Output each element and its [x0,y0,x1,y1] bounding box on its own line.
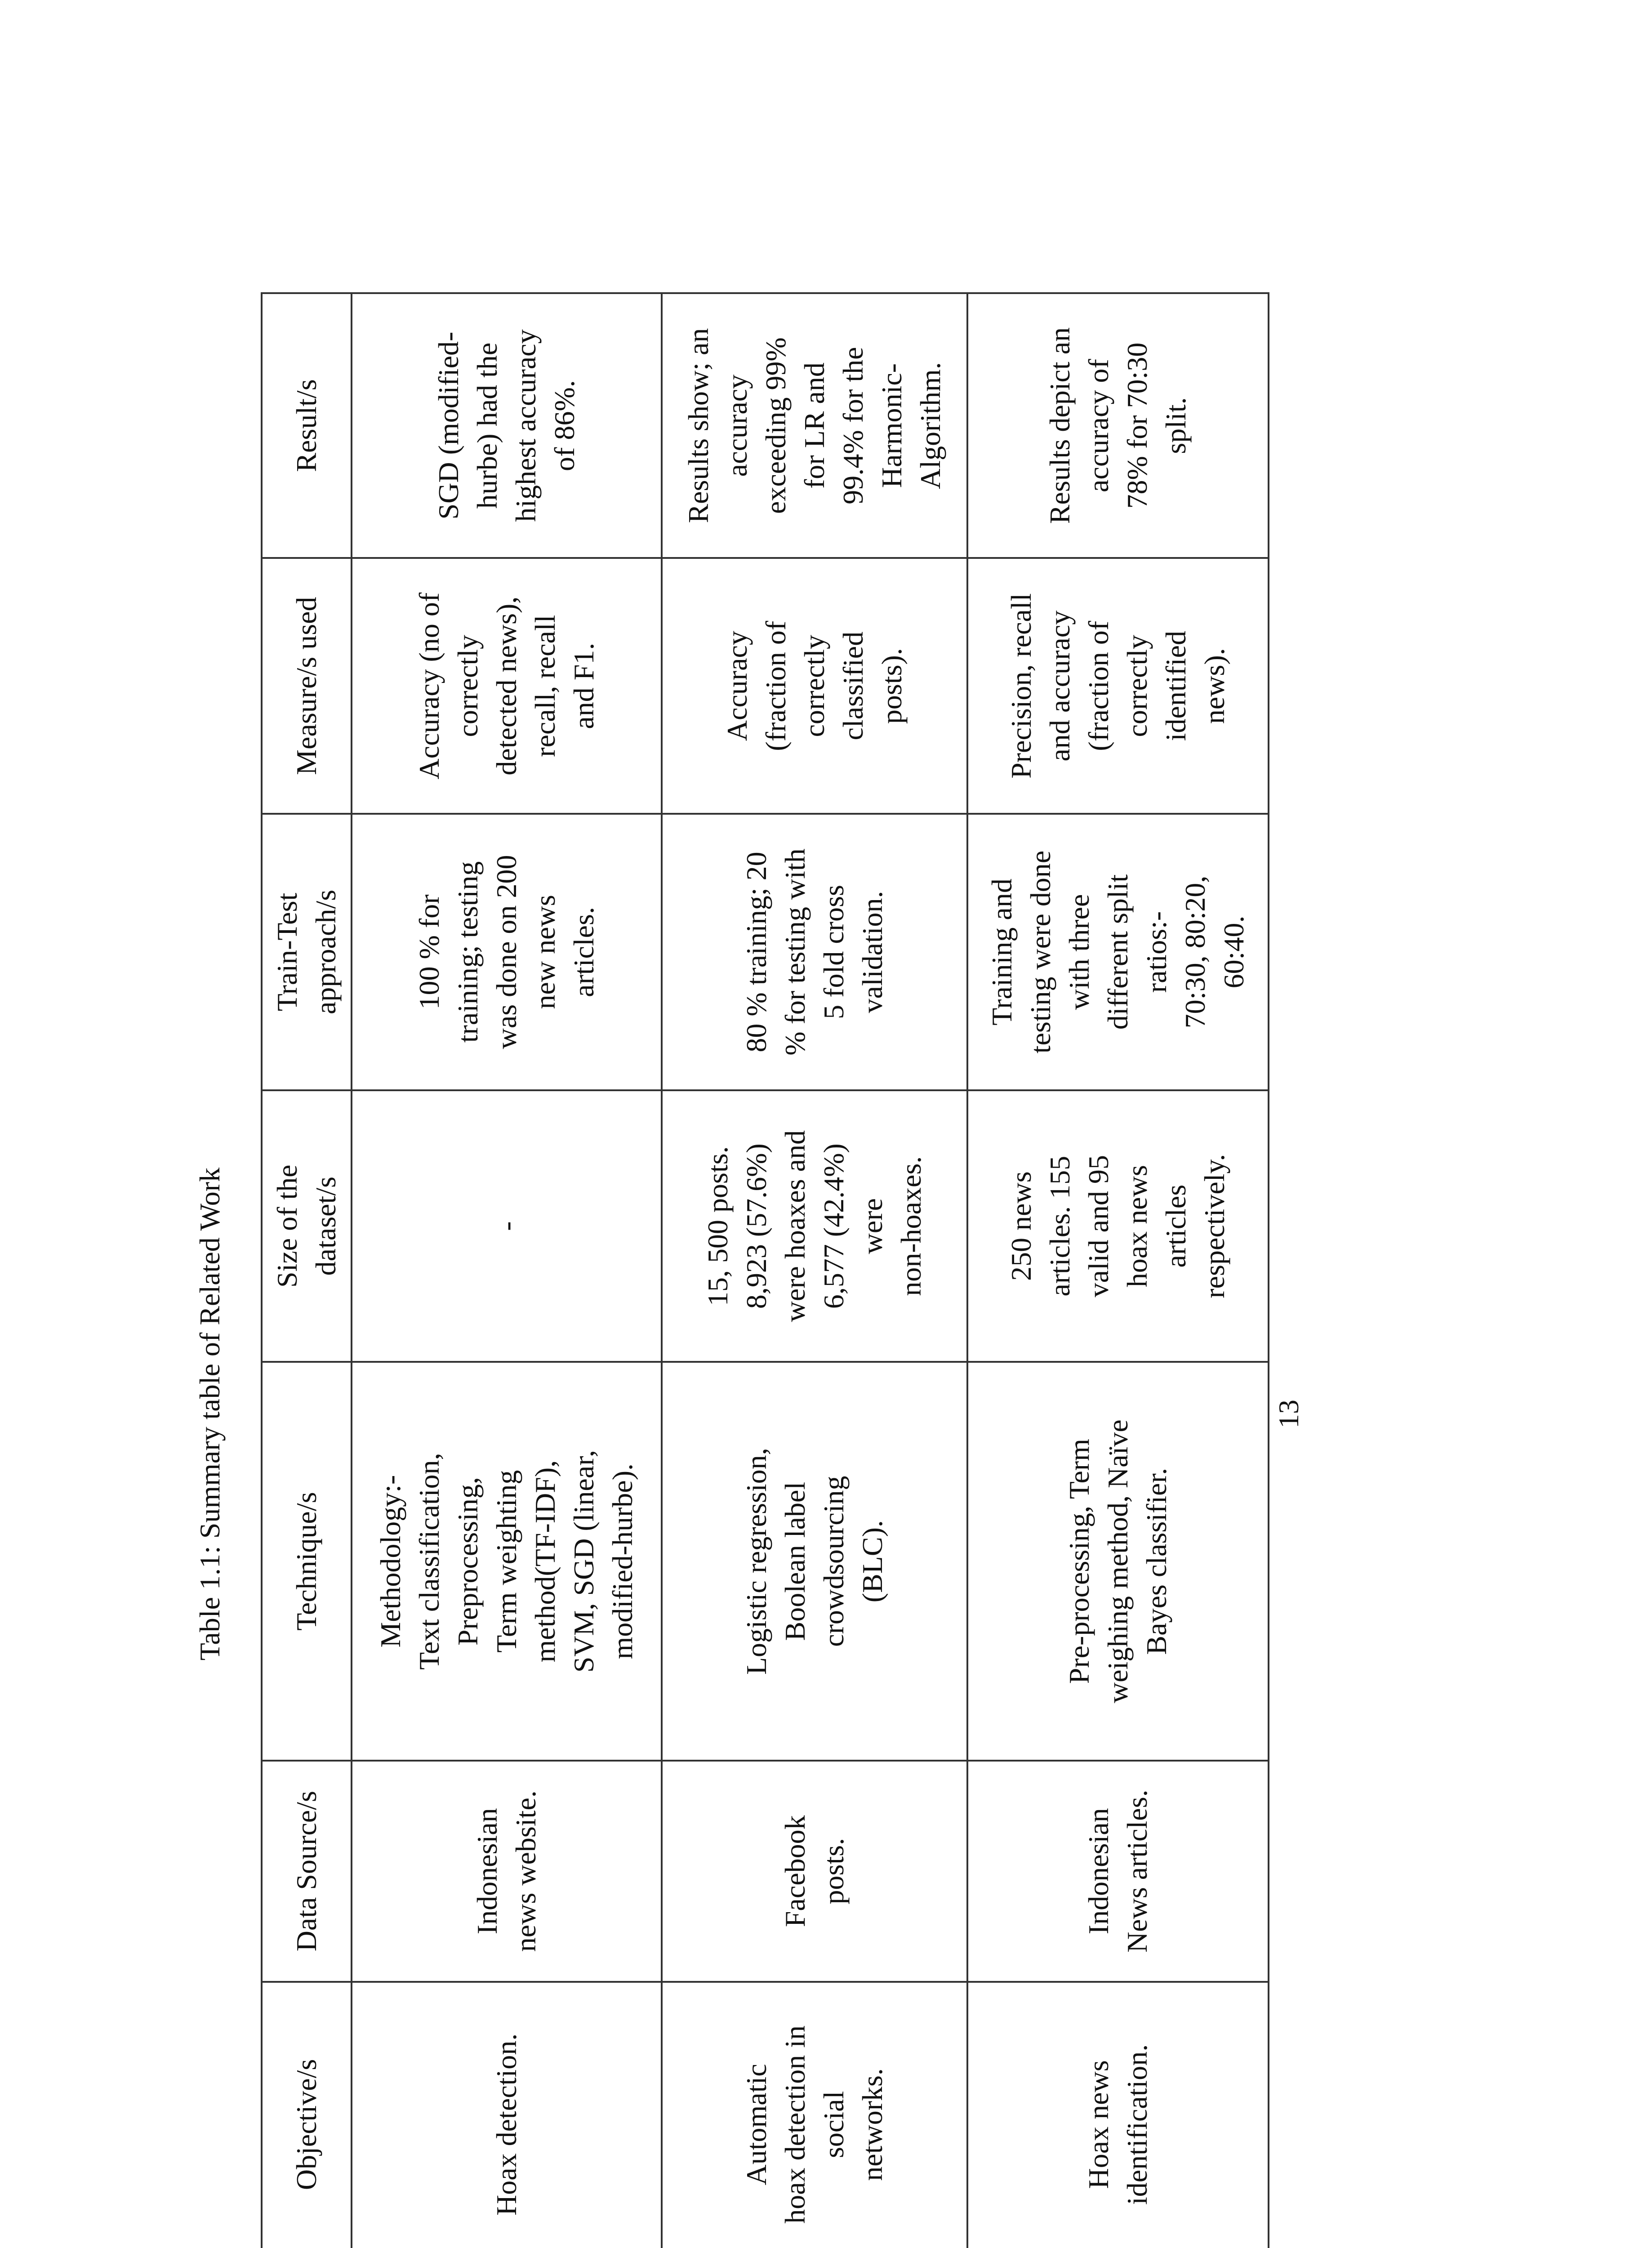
cell-results: SGD (modified- hurbe) had the highest accuracy of 86%. [352,293,662,558]
header-techniques: Technique/s [262,1362,352,1760]
cell-data-source: Indonesian news website. [352,1761,662,1982]
cell-train-test: Training and testing were done with three different split ratios:- 70:30, 80:20, 60:40. [967,814,1269,1090]
header-measures: Measure/s used [262,558,352,814]
header-data-sources: Data Source/s [262,1761,352,1982]
cell-train-test: 100 % for training; testing was done on 200 new news articles. [352,814,662,1090]
header-objectives: Objective/s [262,1982,352,2248]
cell-data-source: Indonesian News articles. [967,1761,1269,1982]
header-results: Result/s [262,293,352,558]
cell-technique: Methodology:- Text classification, Preprocessing, Term weighting method(TF-IDF), SVM, SGD (linear, modified-hurbe). [352,1362,662,1760]
cell-dataset-size: - [352,1090,662,1362]
cell-dataset-size: 15, 500 posts. 8,923 (57.6%) were hoaxes and 6,577 (42.4%) were non-hoaxes. [662,1090,967,1362]
cell-technique: Pre-processing, Term weighing method, Naïve Bayes classifier. [967,1362,1269,1760]
cell-measures: Accuracy (fraction of correctly classified posts). [662,558,967,814]
cell-train-test: 80 % training; 20 % for testing with 5 fold cross validation. [662,814,967,1090]
page-number: 13 [1273,1400,1305,1428]
header-dataset-size: Size of the dataset/s [262,1090,352,1362]
cell-results: Results show; an accuracy exceeding 99% for LR and 99.4% for the Harmonic- Algorithm. [662,293,967,558]
table-row [967,293,1269,2248]
related-work-table [261,292,1269,2248]
table-caption: Table 1.1: Summary table of Related Work [194,1167,226,1661]
cell-technique: Logistic regression, Boolean label crowdsourcing (BLC). [662,1362,967,1760]
cell-results: Results depict an accuracy of 78% for 70:30 split. [967,293,1269,558]
table-row [662,293,967,2248]
cell-dataset-size: 250 news articles. 155 valid and 95 hoax news articles respectively. [967,1090,1269,1362]
cell-measures: Precision, recall and accuracy (fraction of correctly identified news). [967,558,1269,814]
cell-objective: Hoax detection. [352,1982,662,2248]
cell-objective: Hoax news identification. [967,1982,1269,2248]
table-header-row [262,293,352,2248]
rotated-page-content [0,327,1326,2248]
table-row [352,293,662,2248]
header-train-test: Train-Test approach/s [262,814,352,1090]
cell-data-source: Facebook posts. [662,1761,967,1982]
cell-measures: Accuracy (no of correctly detected news), recall, recall and F1. [352,558,662,814]
cell-objective: Automatic hoax detection in social networks. [662,1982,967,2248]
